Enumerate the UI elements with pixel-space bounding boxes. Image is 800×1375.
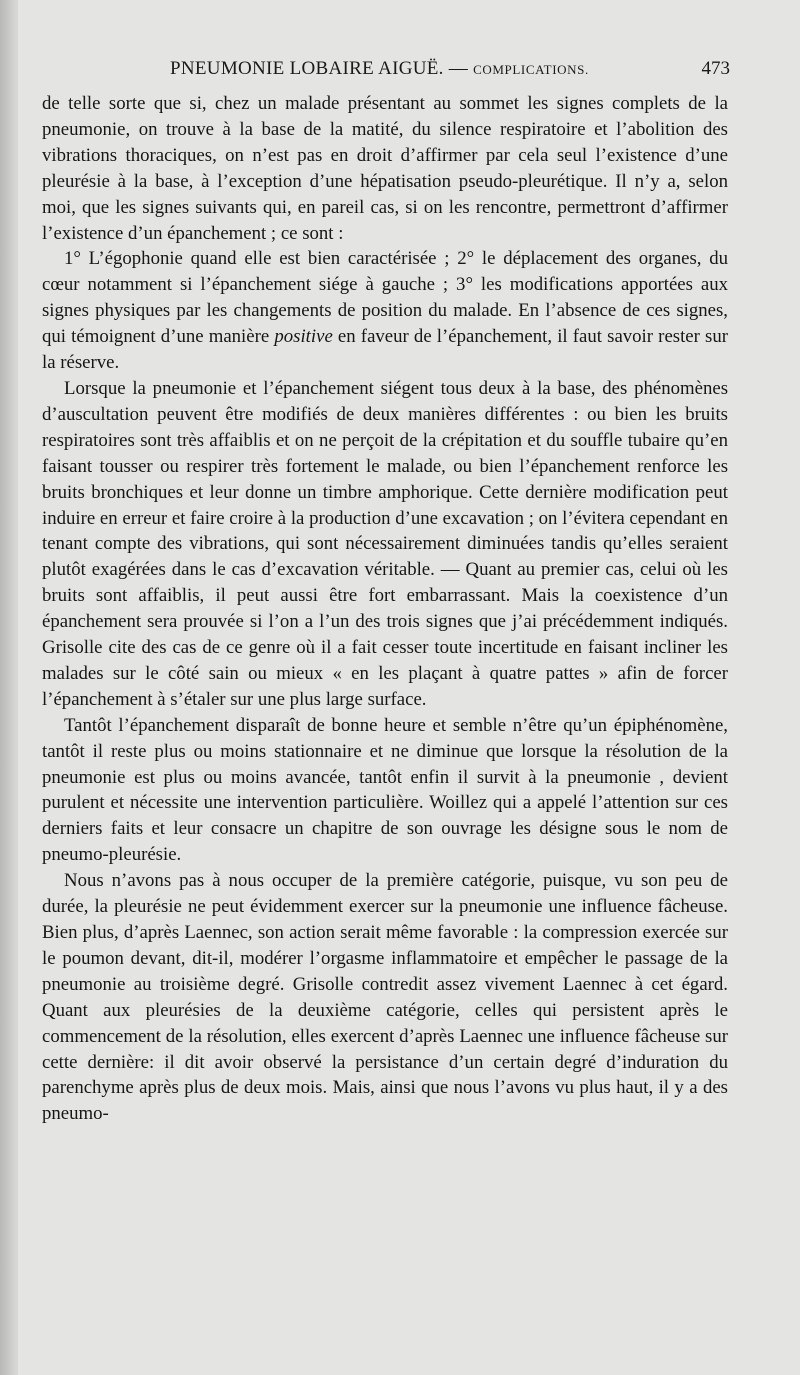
paragraph-text: Lorsque la pneumonie et l’épanchement siégent tous deux à la base, des phénomènes d’auscultation peuvent être modifiés de deux manières différentes : ou bien les bruits respiratoires sont très affaiblis et on ne perçoit de la crépitation et du souffle tubaire qu’en faisant tousser ou respirer très fortement le malade, ou bien l’épanchement renforce les bruits bronchiques et leur donne un timbre amphorique. Cette dernière modification peut induire en erreur et faire croire à la production d’une excavation ; on l’évitera cependant en tenant compte des vibrations, qui sont nécessairement diminuées tandis qu’elles seraient plutôt exagérées dans le cas d’excavation véritable. — Quant au premier cas, celui où les bruits sont affaiblis, il peut aussi être fort embarrassant. Mais la coexistence d’un épanchement sera prouvée si l’on a l’un des trois signes que j’ai précédemment indiqués. Grisolle cite des cas de ce genre où il a fait cesser toute incertitude en faisant incliner les malades sur le côté sain ou mieux « en les plaçant à quatre pattes » afin de forcer l’épanchement à s’étaler sur une plus large surface. <box>42 377 728 710</box>
paragraph <box>42 376 728 713</box>
body-text <box>42 91 728 1127</box>
paragraph <box>42 246 728 376</box>
running-title-main: PNEUMONIE LOBAIRE AIGUË. — <box>170 58 474 79</box>
paragraph-italic-text: positive <box>274 326 333 348</box>
paragraph-text: Tantôt l’épanchement disparaît de bonne heure et semble n’être qu’un épiphénomène, tantôt il reste plus ou moins stationnaire et ne diminue que lorsque la résolution de la pneumonie est plus ou moins avancée, tantôt enfin il survit à la pneumonie , devient purulent et nécessite une intervention particulière. Woillez qui a appelé l’attention sur ces derniers faits et leur consacre un chapitre de son ouvrage les désigne sous le nom de pneumo-pleurésie. <box>42 714 728 866</box>
running-head <box>40 54 730 88</box>
paragraph <box>42 91 728 246</box>
paragraph-text: 1° L’égophonie quand elle est bien caractérisée ; 2° le déplacement des organes, du cœur notamment si l’épanchement siége à gauche ; 3° les modifications apportées aux signes physiques par les changements de position du malade. En l’absence de ces signes, qui témoignent d’une manière <box>42 248 728 348</box>
paragraph <box>42 868 728 1127</box>
paragraph-text: en faveur de l’épanchement, il faut savoir rester sur la réserve. <box>42 326 728 374</box>
running-title <box>170 58 589 80</box>
page-number: 473 <box>701 58 730 79</box>
paragraph-text: de telle sorte que si, chez un malade présentant au sommet les signes complets de la pneumonie, on trouve à la base de la matité, du silence respiratoire et l’abolition des vibrations thoraciques, on n’est pas en droit d’affirmer par cela seul l’existence d’une pleurésie à la base, à l’exception d’une hépatisation pseudo-pleurétique. Il n’y a, selon moi, que les signes suivants qui, en pareil cas, si on les rencontre, permettront d’affirmer l’existence d’un épanchement ; ce sont : <box>42 93 728 244</box>
paragraph <box>42 713 728 868</box>
paragraph-text: Nous n’avons pas à nous occuper de la première catégorie, puisque, vu son peu de durée, la pleurésie ne peut évidemment exercer sur la pneumonie une influence fâcheuse. Bien plus, d’après Laennec, son action serait même favorable : la compression exercée sur le poumon devant, dit-il, modérer l’orgasme inflammatoire et empêcher le passage de la pneumonie au troisième degré. Grisolle contredit assez vivement Laennec à cet égard. Quant aux pleurésies de la deuxième catégorie, celles qui persistent après le commencement de la résolution, elles exercent d’après Laennec une influence fâcheuse sur cette dernière: il dit avoir observé la persistance d’un certain degré d’induration du parenchyme après plus de deux mois. Mais, ainsi que nous l’avons vu plus haut, il y a des pneumo- <box>42 870 728 1125</box>
page-edge-shadow <box>0 0 18 1375</box>
running-title-section: COMPLICATIONS. <box>473 62 589 77</box>
